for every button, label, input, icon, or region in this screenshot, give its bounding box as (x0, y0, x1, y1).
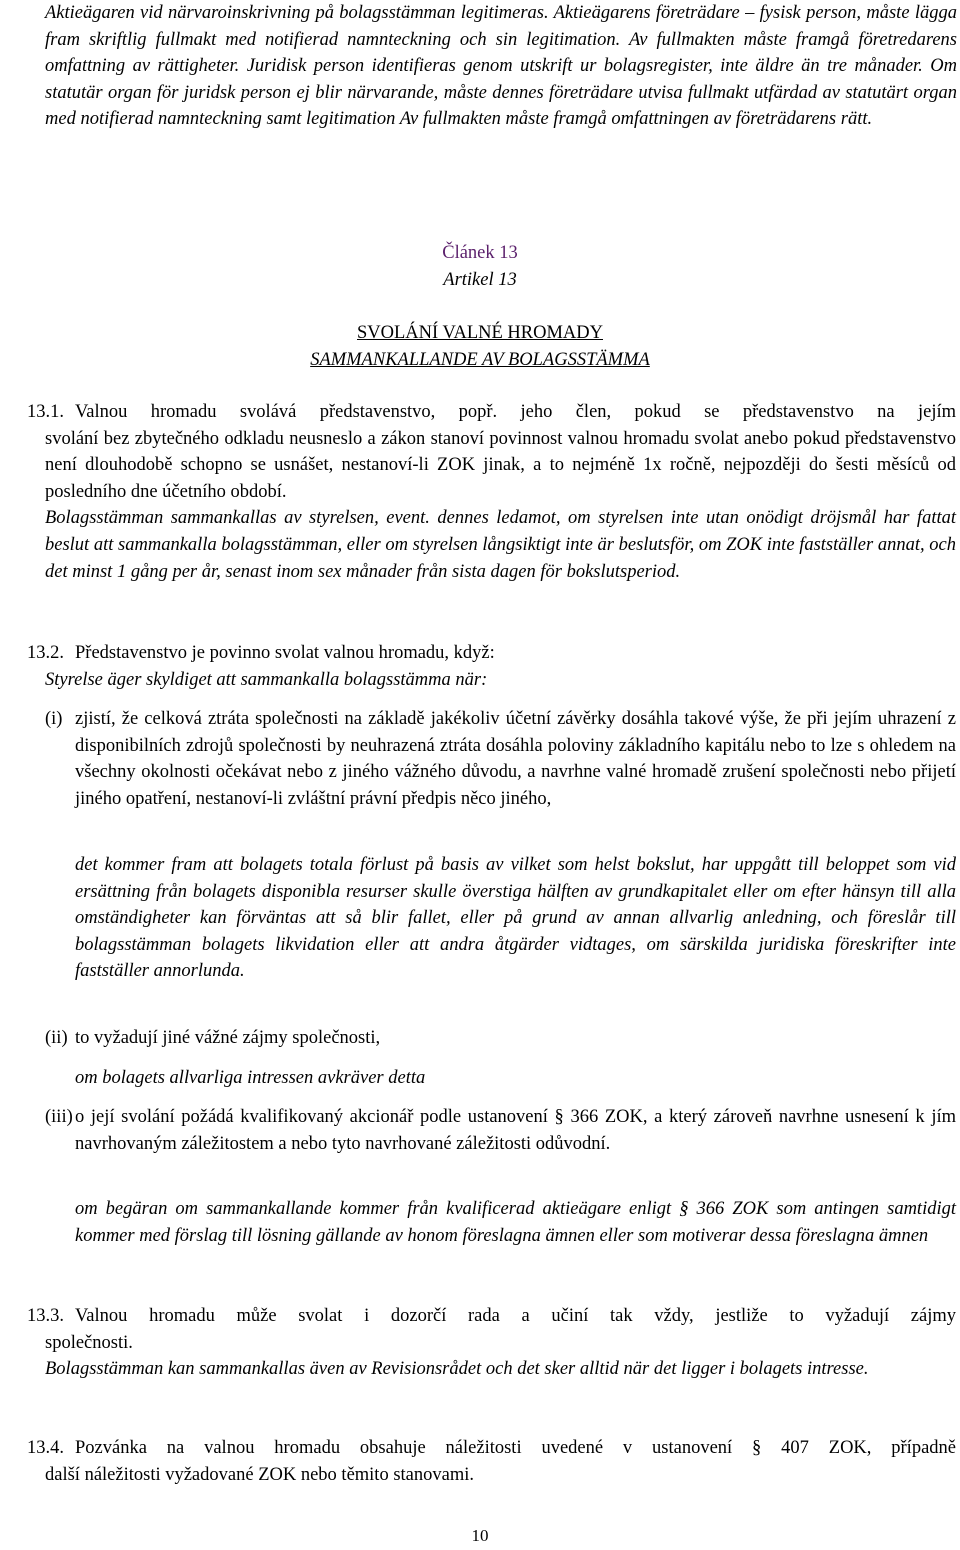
list-item-text-sv: det kommer fram att bolagets totala förlust på basis av vilket som helst bokslut, har uppgått till beloppet som vid ersättning från bolagets disponibla resurser skulle överstiga hälften av grundkapitalet eller om efter hänsyn till alla omständigheter kan förväntas att så blir fallet, eller på grund av annan allvarlig anledning, och föreslår till bolagsstämman bolagets likvidation eller att andra åtgärder vidtages, om särskilda juridiska föreskrifter inte fastställer annorlunda. (75, 855, 956, 982)
section-text-cz: svolání bez zbytečného odkladu neusneslo a zákon stanoví povinnost valnou hromadu svolat anebo pokud představenstvo není dlouhodobě schopno se usnášet, nestanoví-li ZOK jinak, a to nejméně 1x ročně, nejpozději do šesti měsíců od posledního dne účetního období. (45, 428, 956, 502)
section-number: 13.1. (27, 402, 64, 422)
section-13-2 (0, 640, 960, 693)
article-number-sv: Artikel 13 (443, 269, 517, 290)
list-item-text-cz: o její svolání požádá kvalifikovaný akcionář podle ustanovení § 366 ZOK, a který zároveň navrhne usnesení k jím navrhovaným záležitostem a nebo tyto navrhované záležitosti odůvodní. (75, 1107, 956, 1154)
list-item-label: (iii) (45, 1107, 73, 1127)
section-text-cz-first-line: Valnou hromadu může svolat i dozorčí rada a učiní tak vždy, jestliže to vyžadují zájmy (75, 1306, 956, 1326)
article-number-cz: Článek 13 (442, 243, 518, 263)
section-number: 13.4. (27, 1438, 64, 1458)
page-number: 10 (471, 1526, 489, 1545)
section-text-sv: Bolagsstämman kan sammankallas även av Revisionsrådet och det sker alltid när det ligger i bolagets intresse. (45, 1359, 869, 1380)
list-item-text-cz: to vyžadují jiné vážné zájmy společnosti, (75, 1028, 381, 1048)
section-number: 13.2. (27, 643, 64, 663)
section-text-sv: Styrelse äger skyldiget att sammankalla bolagsstämma när: (45, 669, 488, 690)
section-text-cz-first-line: Valnou hromadu svolává představenstvo, popř. jeho člen, pokud se představenstvo na jejím (75, 402, 956, 422)
section-text-cz-first-line: Pozvánka na valnou hromadu obsahuje náležitosti uvedené v ustanovení § 407 ZOK, případně (75, 1438, 956, 1458)
section-number: 13.3. (27, 1306, 64, 1326)
intro-paragraph: Aktieägaren vid närvaroinskrivning på bolagsstämman legitimeras. Aktieägarens företrädare – fysisk person, måste lägga fram skriftlig fullmakt med notifierad namnteckning och sin legitimation. Av fullmakten måste framgå företredarens omfattning av rättigheter. Juridisk person identifieras genom utskrift ur bolagsregister, inte äldre än tre månader. Om statutär organ för juridsk person ej blir närvarande, måste dennes företrädare utvisa fullmakt utfärdad av statutärt organ med notifierad namnteckning samt legitimation Av fullmakten måste framgå omfattningen av företrädarens rätt. (45, 3, 957, 130)
list-item-label: (ii) (45, 1028, 68, 1048)
article-heading (0, 240, 960, 293)
list-item-text-cz: zjistí, že celková ztráta společnosti na základě jakékoliv účetní závěrky dosáhla takové výše, že při jejím uhrazení z disponibilních zdrojů společnosti by neuhrazená ztráta dosáhla poloviny základního kapitálu nebo to lze s ohledem na všechny okolnosti očekávat nebo z jiného vážného důvodu, a navrhne valné hromadě zrušení společnosti nebo přijetí jiného opatření, nestanoví-li zvláštní právní předpis něco jiného, (75, 709, 956, 809)
section-text-cz: další náležitosti vyžadované ZOK nebo těmito stanovami. (45, 1464, 474, 1485)
list-item-sv (0, 1065, 960, 1092)
article-title-sv: SAMMANKALLANDE AV BOLAGSSTÄMMA (310, 349, 650, 370)
list-item (0, 1025, 960, 1052)
section-text-cz: společnosti. (45, 1332, 133, 1353)
list-item-text-sv: om bolagets allvarliga intressen avkräver detta (75, 1068, 426, 1088)
section-text-cz: Představenstvo je povinno svolat valnou hromadu, když: (75, 643, 495, 663)
list-item (0, 1104, 960, 1157)
section-text-sv: Bolagsstämman sammankallas av styrelsen, event. dennes ledamot, om styrelsen inte utan onödigt dröjsmål har fattat beslut att sammankalla bolagsstämman, eller om styrelsen långsiktigt inte är beslutsför, om ZOK inte fastställer annat, och det minst 1 gång per år, senast inom sex månader från sista dagen för bokslutsperiod. (45, 508, 956, 582)
section-13-1 (0, 399, 960, 585)
list-item (0, 706, 960, 812)
section-13-3 (0, 1303, 960, 1383)
article-title-cz: SVOLÁNÍ VALNÉ HROMADY (357, 323, 603, 343)
list-item-sv (0, 1196, 960, 1249)
section-13-4 (0, 1435, 960, 1488)
list-item-label: (i) (45, 709, 63, 729)
list-item-text-sv: om begäran om sammankallande kommer från kvalificerad aktieägare enligt § 366 ZOK som antingen samtidigt kommer med förslag till lösning gällande av honom föreslagna ämnen eller som motiverar dessa föreslagna ämnen (75, 1199, 956, 1246)
article-title (0, 320, 960, 373)
list-item-sv (0, 852, 960, 985)
